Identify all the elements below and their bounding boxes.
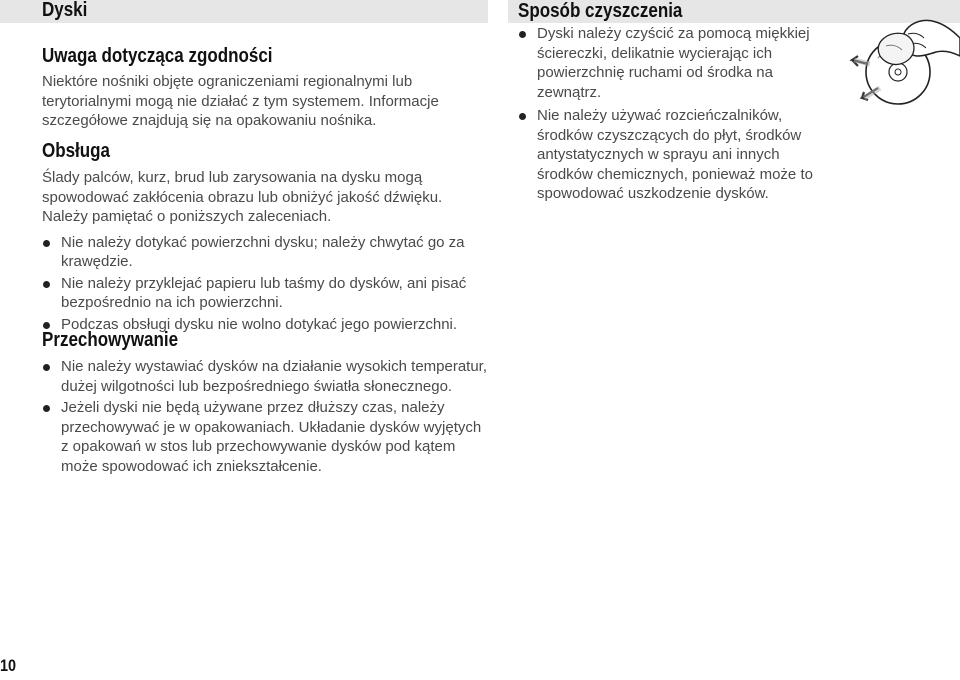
handling-list [42,233,492,335]
list-item: Nie należy dotykać powierzchni dysku; należy chwytać go za krawędzie. [42,233,492,272]
page-title: Dyski [42,0,88,21]
storage-section [42,328,492,478]
list-item: Nie należy używać rozcieńczalników, środków czyszczących do płyt, środków antystatycznych w sprayu ani innych środków chemicznych, ponieważ może to spowodować uszkodzenie dysków. [518,106,828,204]
cleaning-section [518,24,828,208]
list-item: Podczas obsługi dysku nie wolno dotykać jego powierzchni. [42,315,492,335]
handling-heading: Obsługa [42,140,111,162]
cleaning-list [518,24,828,204]
cleaning-heading: Sposób czyszczenia [518,0,683,22]
page-number: 10 [0,656,17,675]
handling-text: Ślady palców, kurz, brud lub zarysowania na dysku mogą spowodować zakłócenia obrazu lub obniżyć jakość dźwięku. Należy pamiętać o poniższych zaleceniach. [42,169,443,225]
handling-section [42,139,492,336]
storage-heading: Przechowywanie [42,329,179,351]
list-item: Dyski należy czyścić za pomocą miękkiej ściereczki, delikatnie wycierając ich powierzchnię ruchami od środka na zewnątrz. [518,24,828,102]
compliance-heading: Uwaga dotycząca zgodności [42,45,273,67]
list-item: Nie należy przyklejać papieru lub taśmy do dysków, ani pisać bezpośrednio na ich powierzchni. [42,274,492,313]
compliance-section [42,44,492,131]
storage-list [42,357,492,476]
list-item: Jeżeli dyski nie będą używane przez dłuższy czas, należy przechowywać je w opakowaniach. Układanie dysków wyjętych z opakowań w stos lub przechowywanie dysków pod kątem może spowodować ich zniekształcenie. [42,398,492,476]
list-item: Nie należy wystawiać dysków na działanie wysokich temperatur, dużej wilgotności lub bezpośredniego światła słonecznego. [42,357,492,396]
disc-cleaning-icon [848,16,960,106]
compliance-text: Niektóre nośniki objęte ograniczeniami regionalnymi lub terytorialnymi mogą nie działać z tym systemem. Informacje szczegółowe znajdują się na opakowaniu nośnika. [42,73,439,129]
